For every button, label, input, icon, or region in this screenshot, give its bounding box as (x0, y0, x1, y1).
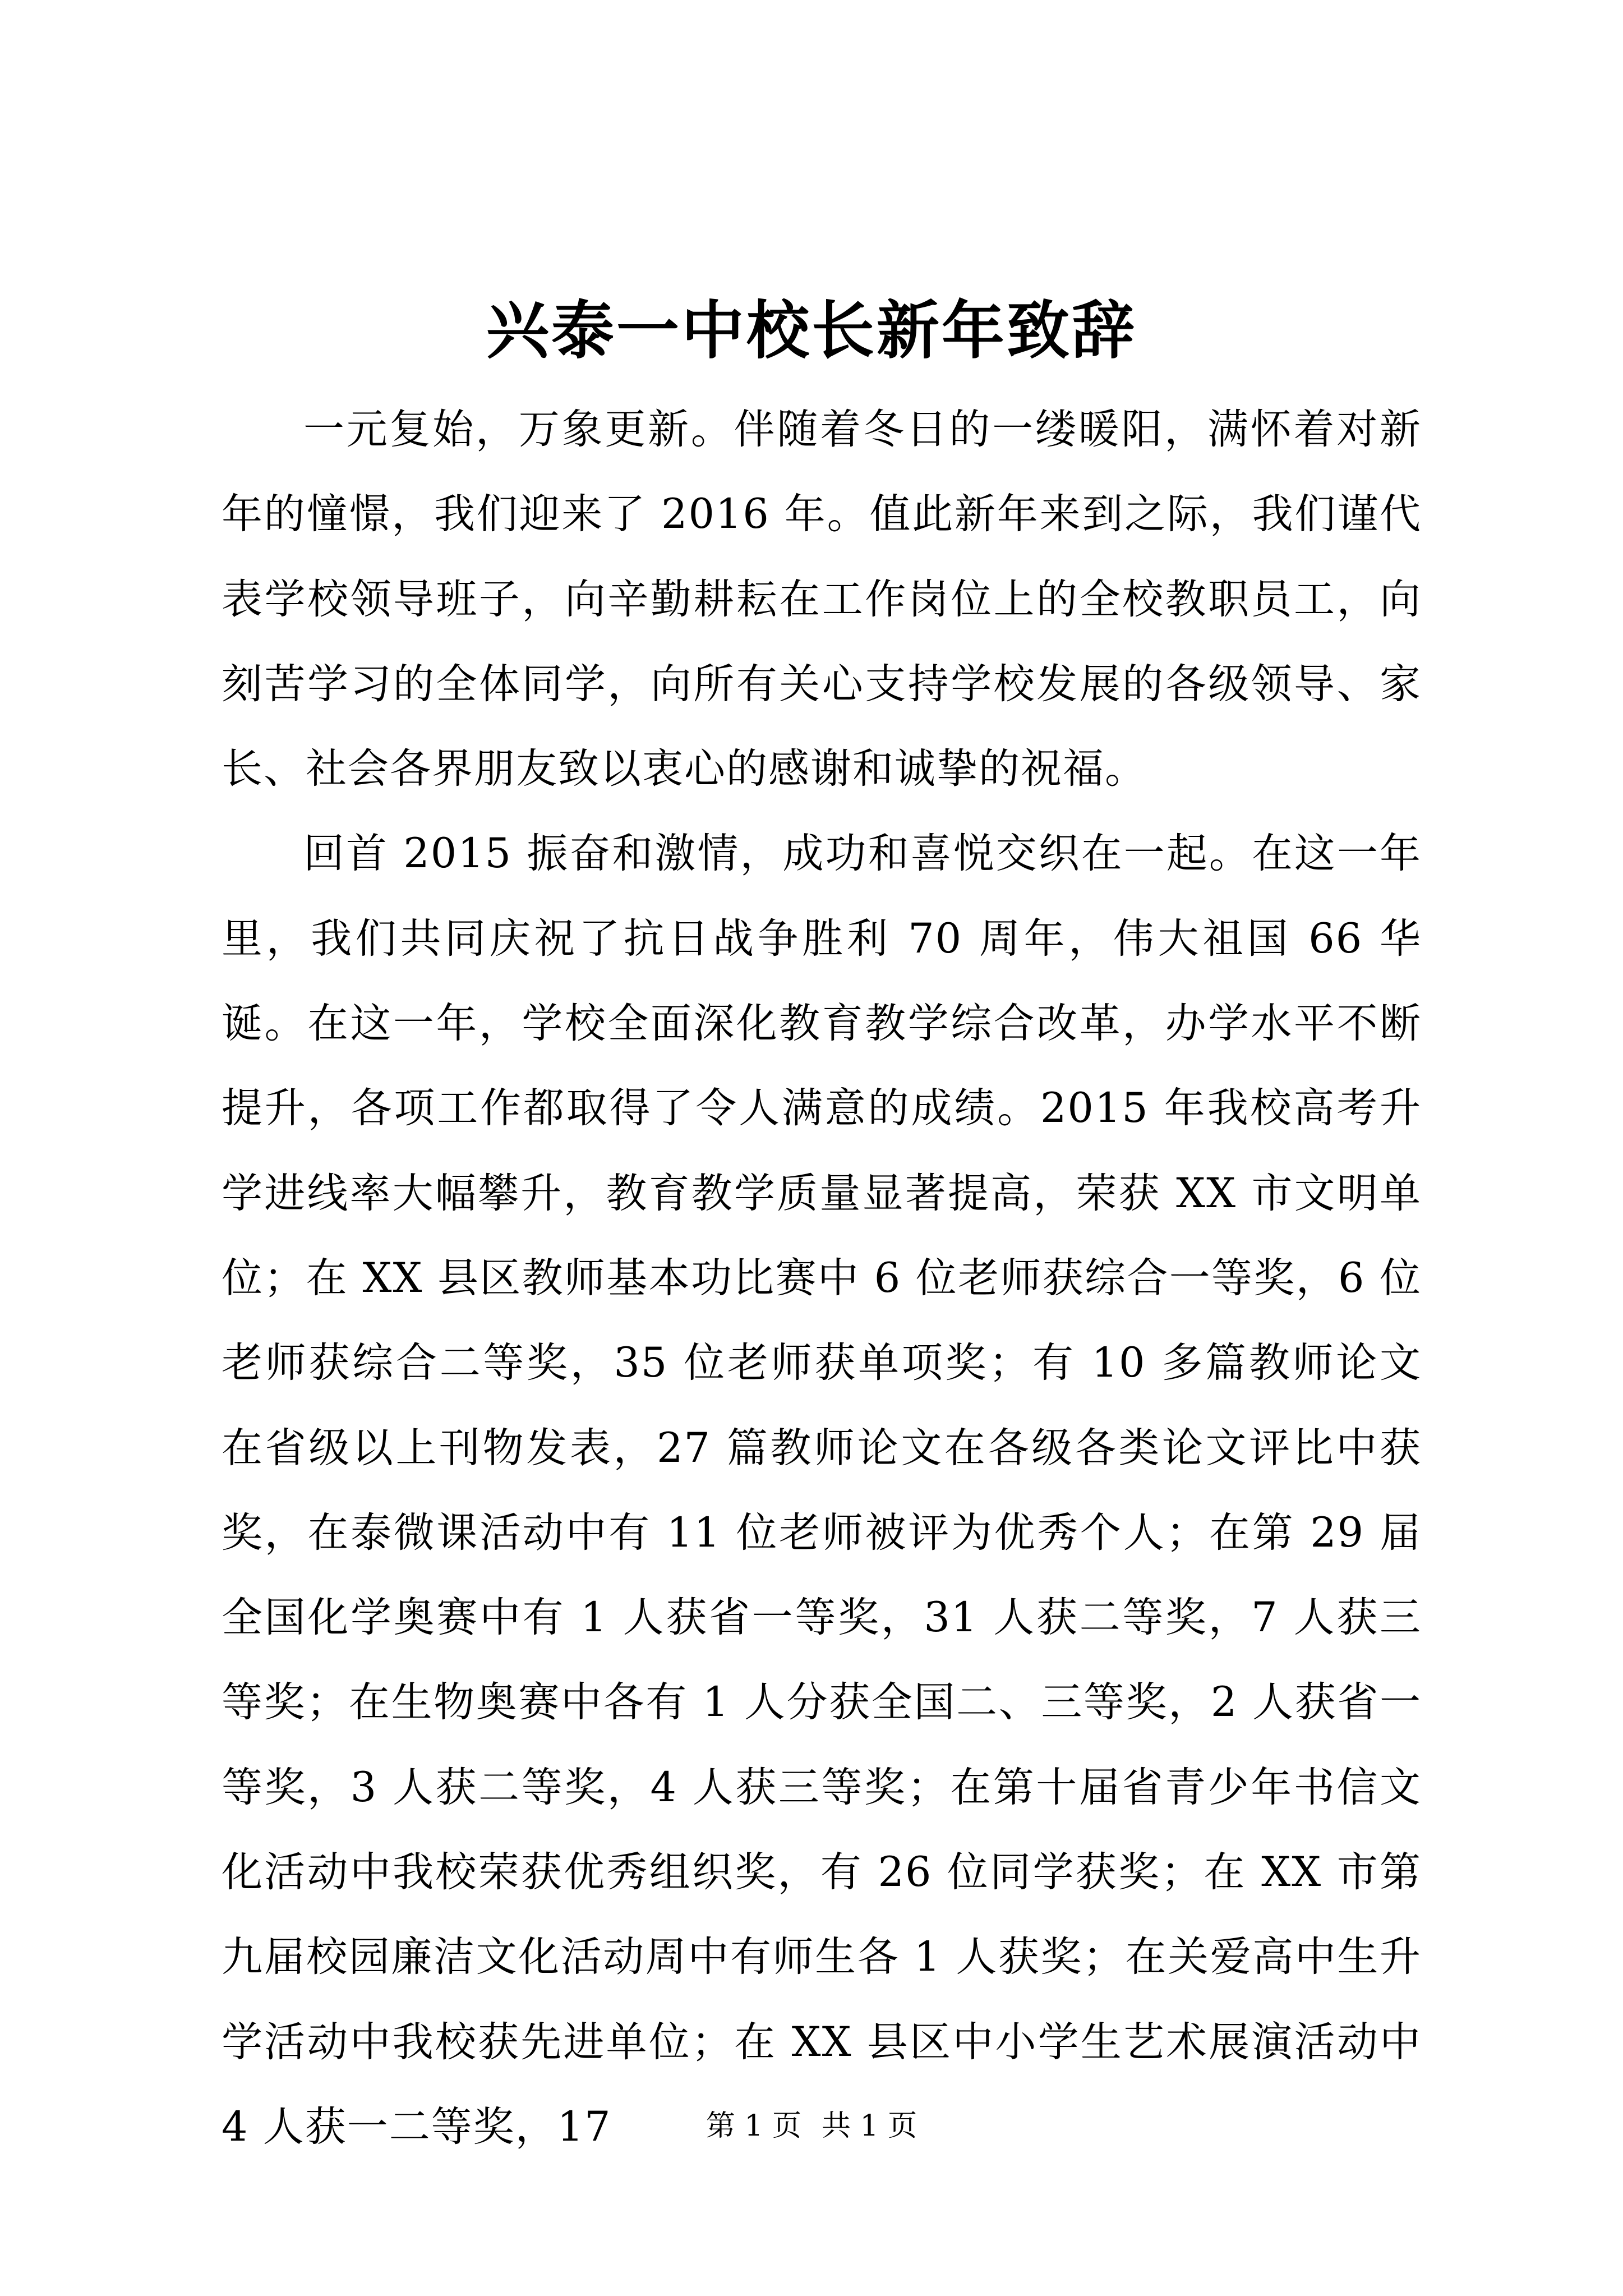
page-footer (0, 2106, 1623, 2146)
document-body (222, 387, 1422, 2169)
document-title: 兴泰一中校长新年致辞 (486, 294, 1137, 367)
paragraph-opening: 一元复始，万象更新。伴随着冬日的一缕暖阳，满怀着对新年的憧憬，我们迎来了 2016 年。值此新年来到之际，我们谨代表学校领导班子，向辛勤耕耘在工作岗位上的全校教职员工，向刻苦学习的全体同学，向所有关心支持学校发展的各级领导、家长、社会各界朋友致以衷心的感谢和诚挚的祝福。 (222, 406, 1422, 793)
page-number: 第 1 页 (706, 2109, 801, 2143)
paragraph-review-2015: 回首 2015 振奋和激情，成功和喜悦交织在一起。在这一年里，我们共同庆祝了抗日战争胜利 70 周年，伟大祖国 66 华诞。在这一年，学校全面深化教育教学综合改革，办学水平不断提升，各项工作都取得了令人满意的成绩。2015 年我校高考升学进线率大幅攀升，教育教学质量显著提高，荣获 XX 市文明单位；在 XX 县区教师基本功比赛中 6 位老师获综合一等奖，6 位老师获综合二等奖，35 位老师获单项奖；有 10 多篇教师论文在省级以上刊物发表，27 篇教师论文在各级各类论文评比中获奖，在泰微课活动中有 11 位老师被评为优秀个人；在第 29 届全国化学奥赛中有 1 人获省一等奖，31 人获二等奖，7 人获三等奖；在生物奥赛中各有 1 人分获全国二、三等奖，2 人获省一等奖，3 人获二等奖，4 人获三等奖；在第十届省青少年书信文化活动中我校荣获优秀组织奖，有 26 位同学获奖；在 XX 市第九届校园廉洁文化活动周中有师生各 1 人获奖；在关爱高中生升学活动中我校获先进单位；在 XX 县区中小学生艺术展演活动中 4 人获一二等奖，17 (222, 830, 1422, 2151)
page-total: 共 1 页 (822, 2109, 917, 2143)
